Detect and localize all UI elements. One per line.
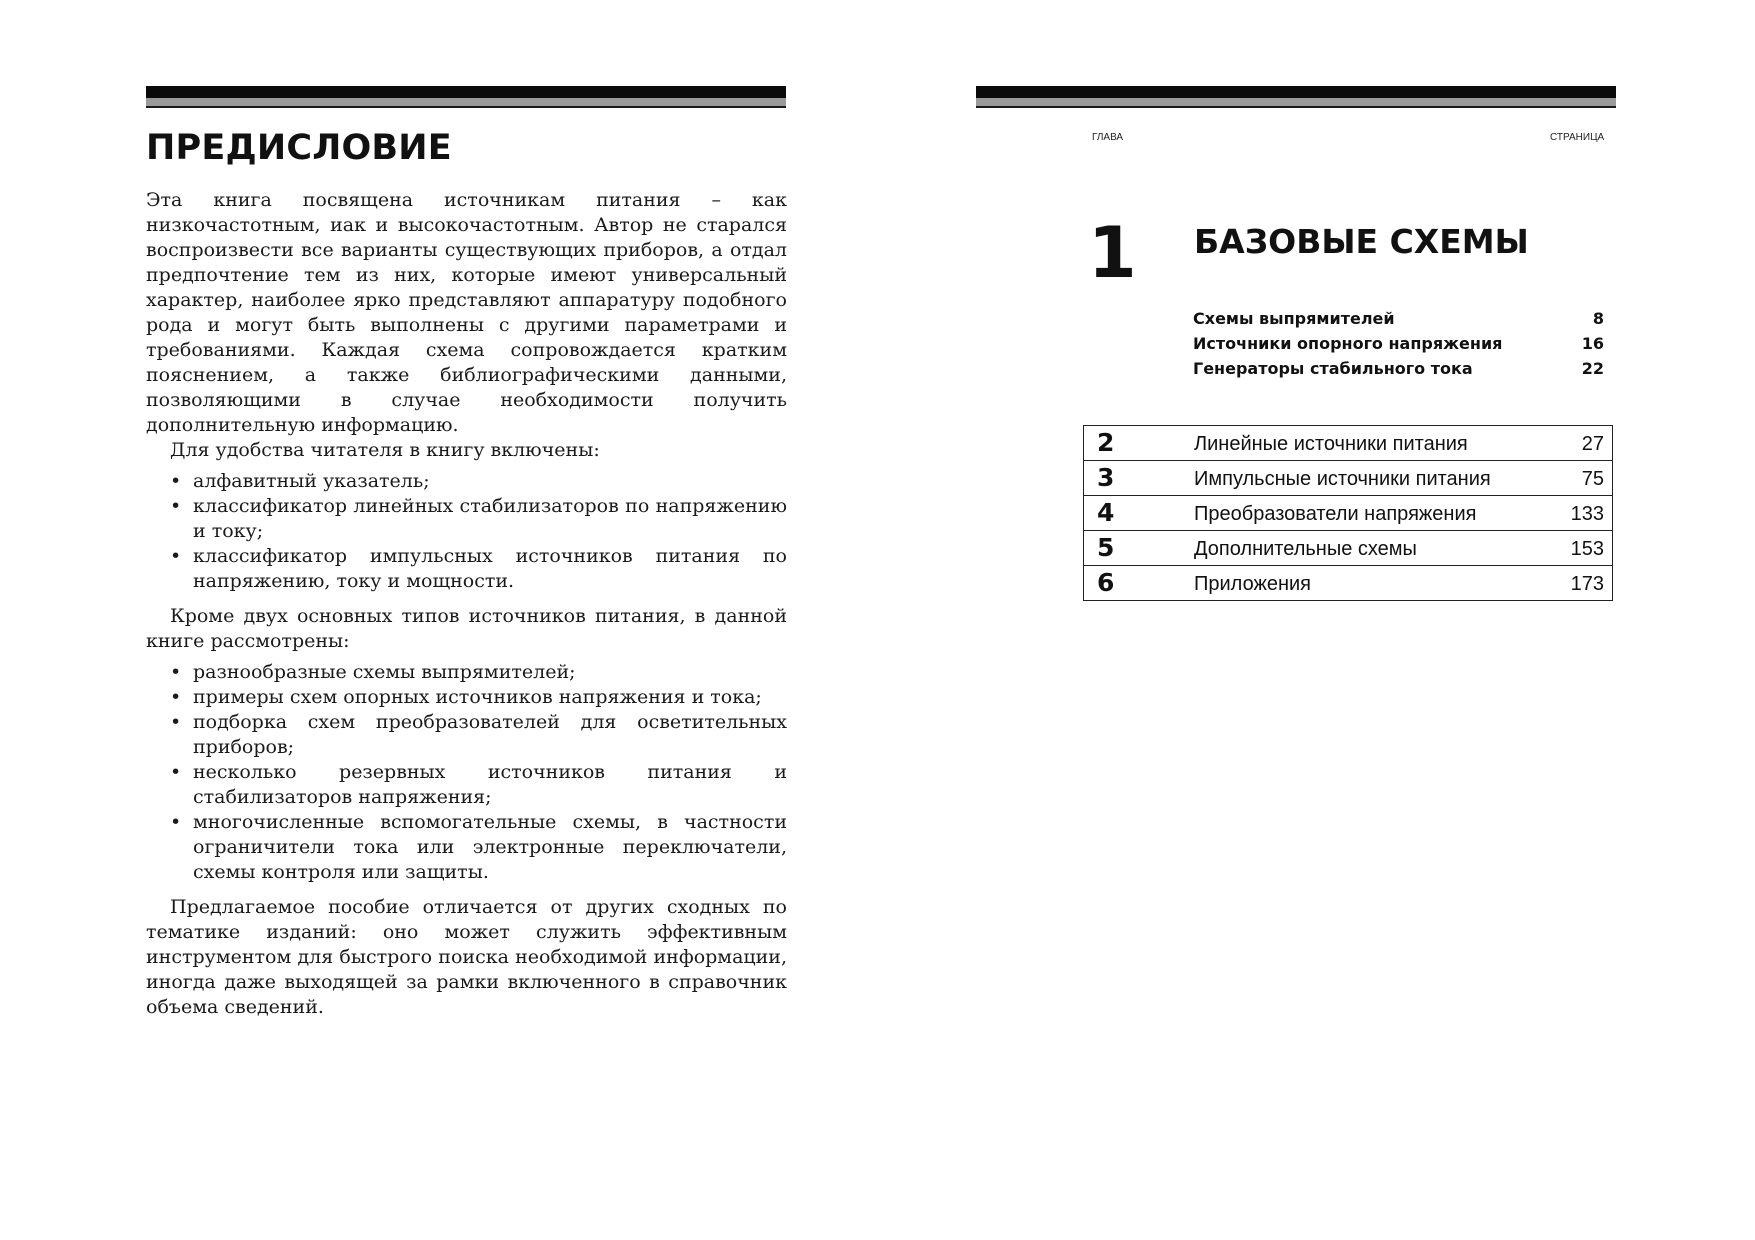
chapter-title: Линейные источники питания [1194, 433, 1468, 455]
chapter-number: 2 [1097, 428, 1115, 457]
section-page: 22 [1581, 359, 1604, 378]
inclusions-list [146, 469, 787, 594]
chapter-page: 173 [1570, 573, 1604, 595]
bullet: • [170, 545, 182, 567]
list-item: • подборка схем преобразователей для осветительных приборов; [170, 711, 787, 758]
section-page: 8 [1592, 309, 1604, 328]
chapter-page: 153 [1570, 538, 1604, 560]
bullet: • [170, 686, 182, 708]
list-item: • разнообразные схемы выпрямителей; [170, 661, 576, 683]
list-item: • многочисленные вспомогательные схемы, в частности ограничители тока или электронные переключатели, схемы контроля или защиты. [170, 811, 787, 883]
chapter-title: Дополнительные схемы [1194, 538, 1417, 560]
chapters-table [1083, 425, 1613, 601]
table-row[interactable] [1084, 426, 1612, 460]
table-row[interactable] [1084, 495, 1612, 530]
chapter-page: 133 [1570, 503, 1604, 525]
table-row[interactable] [1084, 530, 1612, 565]
section-title: Генераторы стабильного тока [1193, 359, 1473, 378]
table-row[interactable] [1084, 565, 1612, 600]
chapter-number: 4 [1097, 498, 1115, 527]
chapter-1-sections [1193, 306, 1604, 381]
bullet: • [170, 811, 182, 833]
chapter-number: 6 [1097, 568, 1115, 597]
chapter-number: 5 [1097, 533, 1115, 562]
header-rule-right [976, 86, 1616, 108]
chapter-title: Приложения [1194, 573, 1312, 595]
bullet: • [170, 761, 182, 783]
section-entry[interactable] [1193, 356, 1604, 381]
chapter-column-label: ГЛАВА [1092, 132, 1124, 143]
section-entry[interactable] [1193, 306, 1604, 331]
paragraph-2: Для удобства читателя в книгу включены: [170, 439, 600, 461]
chapter-page: 27 [1581, 433, 1604, 455]
section-title: Источники опорного напряжения [1193, 334, 1503, 353]
page-title: ПРЕДИСЛОВИЕ [146, 128, 452, 168]
section-entry[interactable] [1193, 331, 1604, 356]
list-item: • классификатор импульсных источников питания по напряжению, току и мощности. [170, 545, 787, 592]
bullet: • [170, 495, 182, 517]
bullet: • [170, 711, 182, 733]
page-column-label: СТРАНИЦА [1550, 132, 1605, 143]
bullet: • [170, 661, 182, 683]
list-item: • классификатор линейных стабилизаторов по напряжению и току; [170, 495, 787, 542]
list-item: • несколько резервных источников питания и стабилизаторов напряжения; [170, 761, 787, 808]
table-row[interactable] [1084, 460, 1612, 495]
chapter-title: Преобразователи напряжения [1194, 503, 1477, 525]
list-item: • алфавитный указатель; [170, 470, 430, 492]
section-page: 16 [1581, 334, 1604, 353]
list-item: • примеры схем опорных источников напряжения и тока; [170, 686, 762, 708]
section-title: Схемы выпрямителей [1193, 309, 1395, 328]
chapter-1-number: 1 [1088, 212, 1137, 294]
bullet: • [170, 470, 182, 492]
chapter-page: 75 [1581, 468, 1604, 490]
chapter-title: Импульсные источники питания [1194, 468, 1491, 490]
paragraph-1: Эта книга посвящена источникам питания – как низкочастотным, иак и высокочастотным. Автор не старался воспроизвести все варианты существующих приборов, а отдал предпочтение тем из них, которые имеют универсальный характер, наиболее ярко представляют аппаратуру подобного рода и могут быть выполнены с другими параметрами и требованиями. Каждая схема сопровождается кратким пояснением, а также библиографическими данными, позволяющими в случае необходимости получить дополнительную информацию. [146, 189, 787, 436]
paragraph-3: Кроме двух основных типов источников питания, в данной книге рассмотрены: [146, 605, 787, 652]
chapter-number: 3 [1097, 463, 1115, 492]
chapter-1-title[interactable]: БАЗОВЫЕ СХЕМЫ [1194, 222, 1529, 261]
topics-list [146, 660, 787, 885]
paragraph-4: Предлагаемое пособие отличается от других сходных по тематике изданий: оно может служить эффективным инструментом для быстрого поиска необходимой информации, иногда даже выходящей за рамки включенного в справочник объема сведений. [146, 896, 787, 1018]
preface-body [146, 188, 787, 1020]
header-rule-left [146, 86, 786, 108]
